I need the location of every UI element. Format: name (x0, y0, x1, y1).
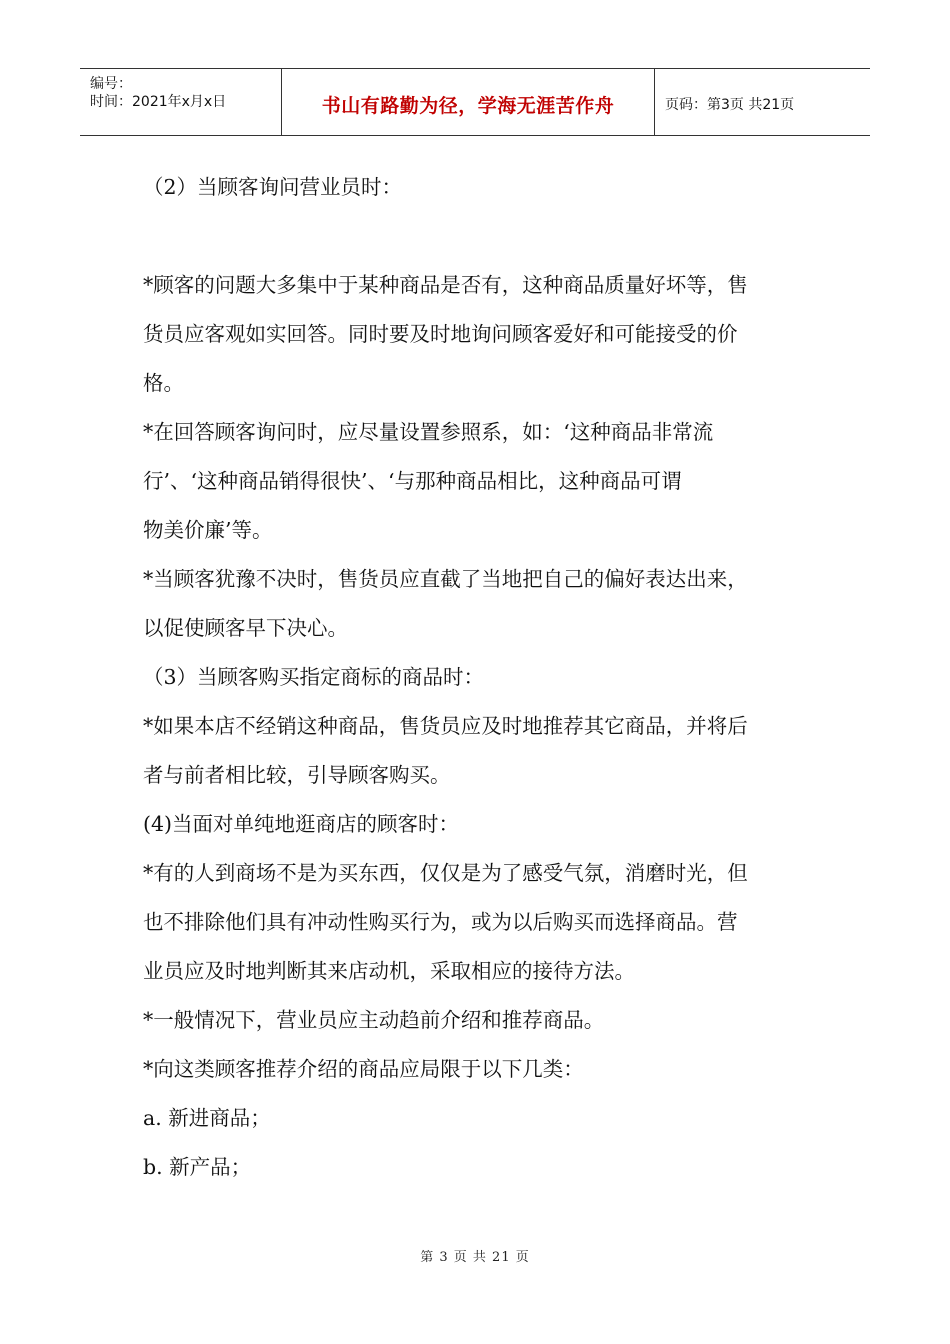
text-line: 货员应客观如实回答。同时要及时地询问顾客爱好和可能接受的价 (143, 322, 738, 346)
header-motto-cell (282, 69, 655, 135)
text-line: *向这类顾客推荐介绍的商品应局限于以下几类： (143, 1057, 584, 1081)
text-line: 业员应及时地判断其来店动机，采取相应的接待方法。 (143, 959, 635, 983)
text-line: 行’、‘这种商品销得很快’、‘与那种商品相比，这种商品可谓 (143, 469, 682, 493)
document-header (80, 68, 870, 136)
text-line: 格。 (143, 371, 184, 395)
serial-number-label: 编号： (90, 76, 132, 92)
date-line: 时间：2021年x月x日 (90, 94, 227, 110)
text-line: 者与前者相比较，引导顾客购买。 (143, 763, 451, 787)
page-footer: 第 3 页 共 21 页 (420, 1250, 530, 1265)
text-line: *当顾客犹豫不决时，售货员应直截了当地把自己的偏好表达出来， (143, 567, 748, 591)
text-line: *如果本店不经销这种商品，售货员应及时地推荐其它商品，并将后 (143, 714, 748, 738)
text-line: 物美价廉’等。 (143, 518, 273, 542)
text-line: 也不排除他们具有冲动性购买行为，或为以后购买而选择商品。营 (143, 910, 738, 934)
list-item: b. 新产品； (143, 1155, 252, 1179)
section-heading-4: (4)当面对单纯地逛商店的顾客时： (143, 812, 460, 836)
header-info-cell (80, 69, 282, 135)
text-line: *在回答顾客询问时，应尽量设置参照系，如：‘这种商品非常流 (143, 420, 714, 444)
heading-line: （2）当顾客询问营业员时： (143, 175, 403, 199)
section-heading-3: （3）当顾客购买指定商标的商品时： (143, 665, 485, 689)
text-line: *有的人到商场不是为买东西，仅仅是为了感受气氛，消磨时光，但 (143, 861, 748, 885)
text-line: 以促使顾客早下决心。 (143, 616, 348, 640)
header-page-cell (655, 69, 870, 135)
motto-text: 书山有路勤为径，学海无涯苦作舟 (321, 95, 615, 117)
text-line: *顾客的问题大多集中于某种商品是否有，这种商品质量好坏等，售 (143, 273, 748, 297)
body-paragraphs (143, 261, 808, 1192)
section-heading-2 (143, 163, 808, 212)
page-indicator: 页码：第3页 共21页 (665, 97, 795, 113)
list-item: a. 新进商品； (143, 1106, 271, 1130)
text-line: *一般情况下，营业员应主动趋前介绍和推荐商品。 (143, 1008, 605, 1032)
